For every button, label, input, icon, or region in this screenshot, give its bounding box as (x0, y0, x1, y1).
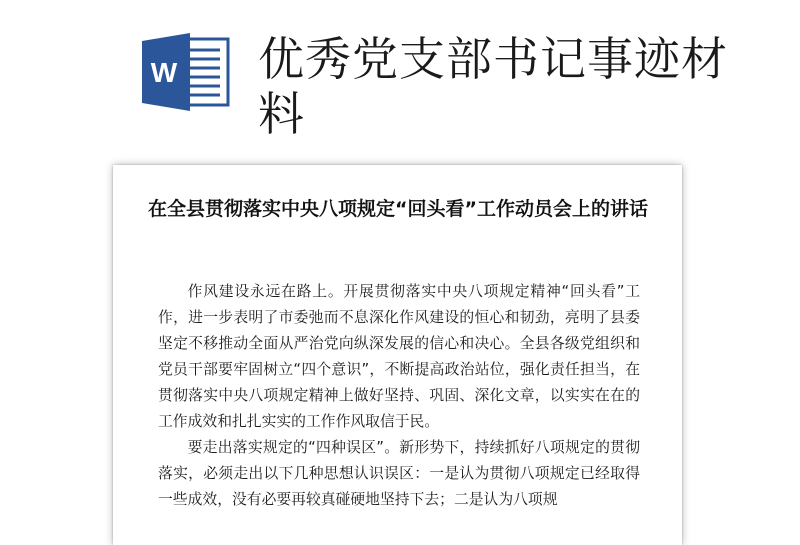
paragraph-2: 要走出落实规定的“四种误区”。新形势下，持续抓好八项规定的贯彻落实，必须走出以下几种思想认识误区：一是认为贯彻八项规定已经取得一些成效，没有必要再较真碰硬地坚持下去；二是认为八项规 (158, 439, 640, 508)
page-title: 优秀党支部书记事迹材料 (258, 32, 728, 141)
word-icon-letter: W (150, 57, 178, 88)
word-document-icon (140, 33, 232, 111)
document-heading: 在全县贯彻落实中央八项规定“回头看”工作动员会上的讲话 (148, 198, 648, 220)
header-banner (0, 0, 800, 150)
document-preview (113, 165, 682, 545)
paragraph-1: 作风建设永远在路上。开展贯彻落实中央八项规定精神“回头看”工作，进一步表明了市委弛而不息深化作风建设的恒心和韧劲，亮明了县委坚定不移推动全面从严治党向纵深发展的信心和决心。全县各级党组织和党员干部要牢固树立“四个意识”，不断提高政治站位，强化责任担当，在贯彻落实中央八项规定精神上做好坚持、巩固、深化文章，以实实在在的工作成效和扎扎实实的工作作风取信于民。 (158, 283, 640, 430)
document-body (158, 279, 640, 513)
